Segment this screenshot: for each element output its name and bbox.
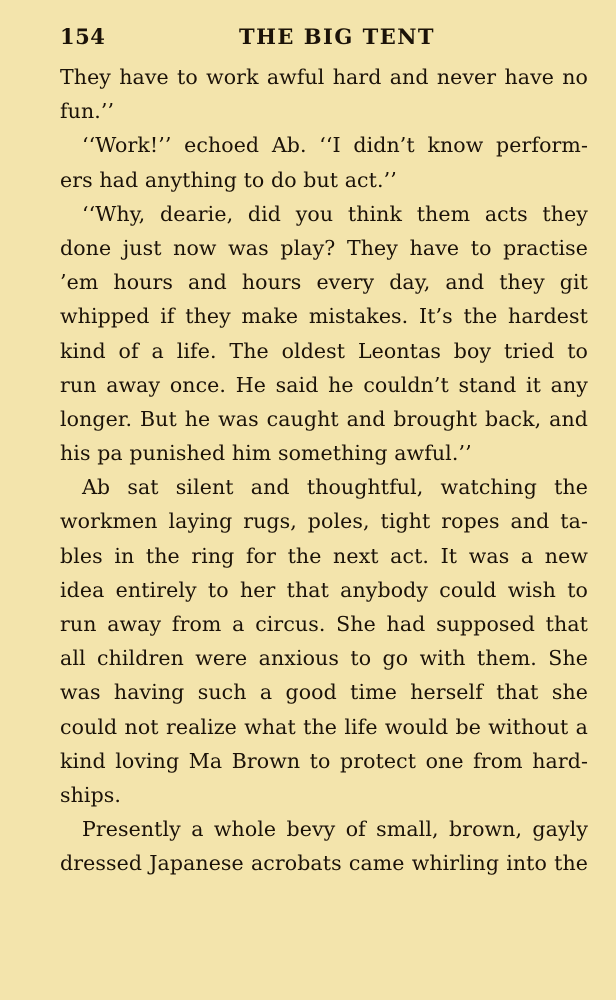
text-line: kind loving Ma Brown to protect one from hard- <box>60 748 588 773</box>
text-line: ships. <box>60 782 122 807</box>
text-line: run away from a circus. She had supposed that <box>60 612 588 636</box>
text-line: his pa punished him something awful.’’ <box>60 441 472 466</box>
text-line: Presently a whole bevy of small, brown, gayly <box>82 817 588 842</box>
text-line: was having such a good time herself that she <box>60 680 588 705</box>
text-line: ’em hours and hours every day, and they git <box>60 270 588 295</box>
text-line: run away once. He said he couldn’t stand it any <box>60 372 588 397</box>
page-header <box>60 24 588 54</box>
text-line: Ab sat silent and thoughtful, watching the <box>82 475 588 500</box>
text-line: They have to work awful hard and never have no <box>60 65 588 89</box>
body-text <box>60 60 588 881</box>
page-number: 154 <box>60 24 106 49</box>
text-line: bles in the ring for the next act. It was a new <box>60 543 588 568</box>
text-line: kind of a life. The oldest Leontas boy tried to <box>60 338 588 363</box>
text-line: could not realize what the life would be without a <box>60 714 588 739</box>
text-line: dressed Japanese acrobats came whirling into the <box>60 851 588 876</box>
text-line: whipped if they make mistakes. It’s the hardest <box>60 304 588 329</box>
running-head: THE BIG TENT <box>238 24 436 49</box>
text-line: fun.’’ <box>60 99 115 124</box>
text-line: ‘‘Work!’’ echoed Ab. ‘‘I didn’t know perform- <box>82 133 588 158</box>
text-line: idea entirely to her that anybody could wish to <box>60 577 588 602</box>
text-line: done just now was play? They have to practise <box>60 235 588 260</box>
text-line: longer. But he was caught and brought back, and <box>60 406 588 431</box>
text-line: workmen laying rugs, poles, tight ropes and ta- <box>60 509 588 534</box>
text-line: ers had anything to do but act.’’ <box>60 167 397 192</box>
text-line: ‘‘Why, dearie, did you think them acts they <box>82 201 588 226</box>
text-line: all children were anxious to go with them. She <box>60 646 588 671</box>
